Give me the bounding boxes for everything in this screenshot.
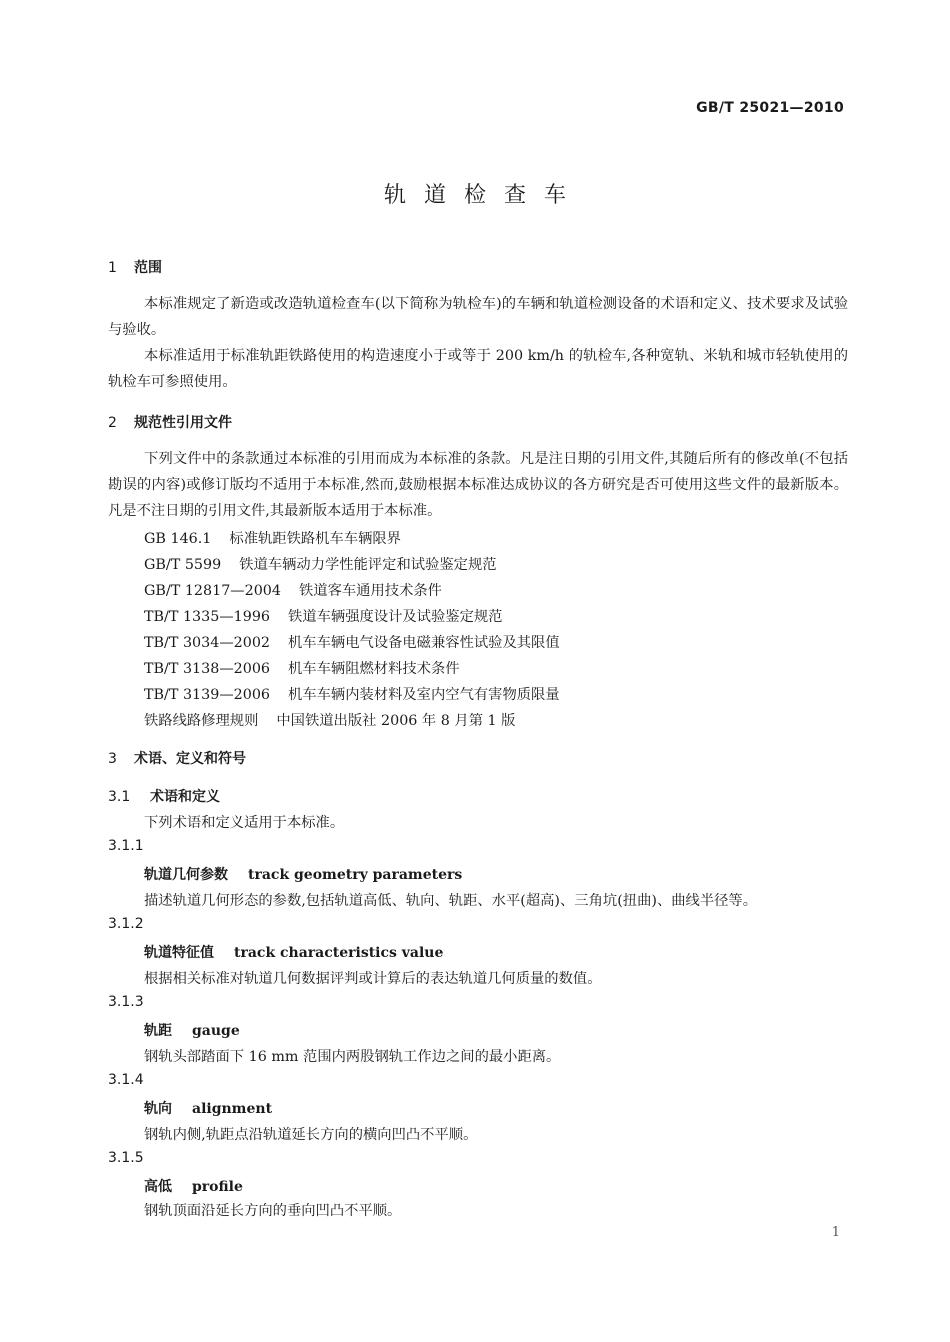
term-definition: 根据相关标准对轨道几何数据评判或计算后的表达轨道几何质量的数值。 <box>144 971 602 987</box>
reference-item <box>144 684 560 704</box>
reference-title: 中国铁道出版社 2006 年 8 月第 1 版 <box>276 713 516 729</box>
paragraph: 下列文件中的条款通过本标准的引用而成为本标准的条款。凡是注日期的引用文件,其随后所有的修改单(不包括勘误的内容)或修订版均不适用于本标准,然而,鼓励根据本标准达成协议的各方研究是否可使用这些文件的最新版本。凡是不注日期的引用文件,其最新版本适用于本标准。 <box>108 451 848 519</box>
paragraph: 本标准规定了新造或改造轨道检查车(以下简称为轨检车)的车辆和轨道检测设备的术语和定义、技术要求及试验与验收。 <box>108 296 848 338</box>
section-number: 1 <box>108 260 117 276</box>
page-number: 1 <box>831 1225 840 1240</box>
section-1-heading <box>108 257 162 277</box>
reference-title: 机车车辆内装材料及室内空气有害物质限量 <box>288 687 560 703</box>
section-3-heading <box>108 748 246 768</box>
section-title: 术语、定义和符号 <box>134 751 246 767</box>
term-definition: 钢轨内侧,轨距点沿轨道延长方向的横向凹凸不平顺。 <box>144 1127 478 1143</box>
reference-title: 铁道车辆动力学性能评定和试验鉴定规范 <box>239 557 497 573</box>
reference-item <box>144 710 515 730</box>
reference-code: GB 146.1 <box>144 531 212 547</box>
term-number: 3.1.4 <box>108 1072 144 1088</box>
reference-title: 标准轨距铁路机车车辆限界 <box>229 531 401 547</box>
reference-code: TB/T 3139—2006 <box>144 687 271 703</box>
section-number: 2 <box>108 415 117 431</box>
term-name-en: track geometry parameters <box>248 867 463 883</box>
reference-item <box>144 658 460 678</box>
term-definition: 描述轨道几何形态的参数,包括轨道高低、轨向、轨距、水平(超高)、三角坑(扭曲)、曲线半径等。 <box>144 893 758 909</box>
document-title: 轨道检查车 <box>383 183 584 208</box>
reference-title: 机车车辆电气设备电磁兼容性试验及其限值 <box>288 635 560 651</box>
term-name <box>144 942 443 962</box>
term-definition: 钢轨头部踏面下 16 mm 范围内两股钢轨工作边之间的最小距离。 <box>144 1049 561 1065</box>
reference-item <box>144 580 442 600</box>
subsection-number: 3.1 <box>108 789 131 805</box>
section-2-heading <box>108 412 232 432</box>
term-number: 3.1.1 <box>108 838 144 854</box>
term-name <box>144 864 462 884</box>
term-name-en: alignment <box>192 1101 273 1117</box>
section-number: 3 <box>108 751 117 767</box>
term-name-zh: 轨距 <box>144 1023 172 1039</box>
reference-code: GB/T 12817—2004 <box>144 583 281 599</box>
reference-item <box>144 528 401 548</box>
section-title: 规范性引用文件 <box>134 415 232 431</box>
subsection-title: 术语和定义 <box>150 789 220 805</box>
section-title: 范围 <box>134 260 162 276</box>
reference-item <box>144 554 497 574</box>
term-name <box>144 1098 272 1118</box>
term-name <box>144 1176 243 1196</box>
reference-item <box>144 632 560 652</box>
term-number: 3.1.3 <box>108 994 144 1010</box>
term-name-zh: 轨向 <box>144 1101 172 1117</box>
term-name-zh: 轨道特征值 <box>144 945 214 961</box>
term-definition: 钢轨顶面沿延长方向的垂向凹凸不平顺。 <box>144 1203 402 1219</box>
reference-title: 机车车辆阻燃材料技术条件 <box>288 661 460 677</box>
reference-code: TB/T 1335—1996 <box>144 609 271 625</box>
paragraph: 本标准适用于标准轨距铁路使用的构造速度小于或等于 200 km/h 的轨检车,各种宽轨、米轨和城市轻轨使用的轨检车可参照使用。 <box>108 348 848 390</box>
term-name-zh: 轨道几何参数 <box>144 867 228 883</box>
reference-item <box>144 606 502 626</box>
term-number: 3.1.5 <box>108 1150 144 1166</box>
subsection-3-1-heading <box>108 786 220 806</box>
subsection-intro: 下列术语和定义适用于本标准。 <box>144 815 345 831</box>
term-number: 3.1.2 <box>108 916 144 932</box>
term-name-zh: 高低 <box>144 1179 172 1195</box>
term-name-en: gauge <box>192 1023 240 1039</box>
reference-code: 铁路线路修理规则 <box>144 713 259 729</box>
reference-code: GB/T 5599 <box>144 557 222 573</box>
term-name <box>144 1020 240 1040</box>
term-name-en: track characteristics value <box>234 945 444 961</box>
standard-code: GB/T 25021—2010 <box>696 100 844 116</box>
reference-code: TB/T 3034—2002 <box>144 635 271 651</box>
reference-code: TB/T 3138—2006 <box>144 661 271 677</box>
term-name-en: profile <box>192 1179 243 1195</box>
reference-title: 铁道车辆强度设计及试验鉴定规范 <box>288 609 503 625</box>
reference-title: 铁道客车通用技术条件 <box>299 583 442 599</box>
